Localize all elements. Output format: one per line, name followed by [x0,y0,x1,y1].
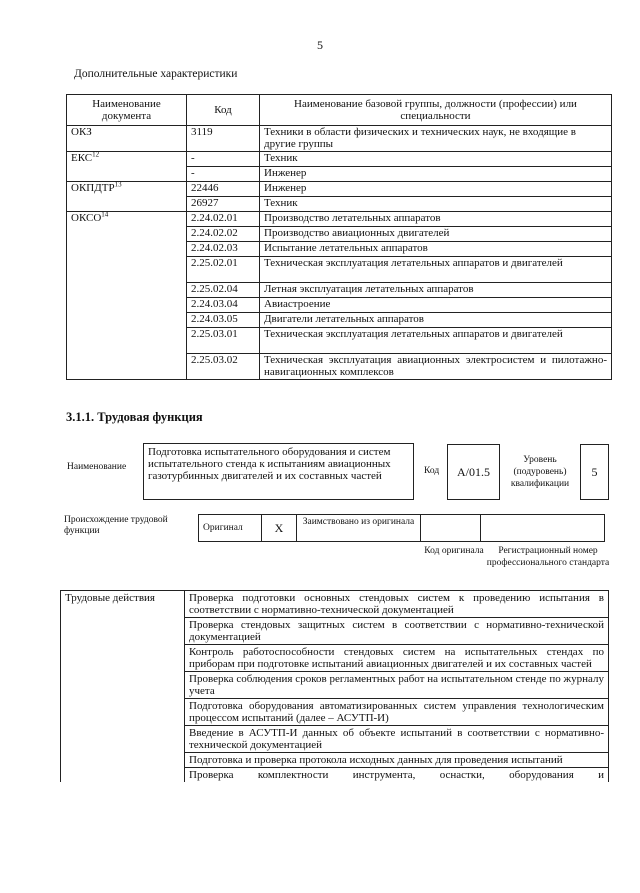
origin-row [199,515,605,542]
labor-action-item: Подготовка и проверка протокола исходных данных для проведения испытаний [185,753,609,768]
code-cell: 22446 [187,182,260,197]
labor-action-item: Проверка соблюдения сроков регламентных работ на испытательном стенде по журналу учета [185,672,609,699]
group-cell: Двигатели летательных аппаратов [260,313,612,328]
table-row [67,212,612,227]
section-title: 3.1.1. Трудовая функция [66,410,203,424]
labor-action-item: Проверка стендовых защитных систем в соответствии с нормативно-технической документацией [185,618,609,645]
code-original-cell [421,515,481,542]
code-cell: - [187,167,260,182]
group-cell: Производство летательных аппаратов [260,212,612,227]
group-cell: Техник [260,197,612,212]
original-mark: X [262,515,297,542]
origin-label: Происхождение трудовой функции [64,515,168,536]
code-cell: 2.25.02.01 [187,257,260,283]
qualification-level-label: Уровень (подуровень) квалификации [510,455,570,489]
group-cell: Авиастроение [260,298,612,313]
group-cell: Техник [260,152,612,167]
reg-number-cell [481,515,605,542]
group-cell: Инженер [260,182,612,197]
code-cell: 2.25.02.04 [187,283,260,298]
code-cell: 2.24.02.02 [187,227,260,242]
labor-action-item: Проверка подготовки основных стендовых систем к проведению испытания в соответствии с нормативно-технической документацией [185,591,609,618]
labor-actions-table [60,590,609,782]
doc-okz: ОКЗ [67,126,187,152]
labor-action-item: Проверка комплектности инструмента, оснастки, оборудования и [185,768,609,783]
labor-action-item: Контроль работоспособности стендовых систем на испытательных стендах по приборам при подготовке испытаний авиационных двигателей и их составных частей [185,645,609,672]
table-row [67,182,612,197]
header-group-name: Наименование базовой группы, должности (профессии) или специальности [260,95,612,126]
code-cell: 2.25.03.01 [187,328,260,354]
doc-okpdtr: ОКПДТР$^{13}$ [67,182,187,212]
header-document-name: Наименование документа [67,95,187,126]
group-cell: Летная эксплуатация летательных аппаратов [260,283,612,298]
function-name-label: Наименование [67,462,127,472]
doc-okso: ОКСО$^{14}$ [67,212,187,380]
group-cell: Техническая эксплуатация летательных аппаратов и двигателей [260,257,612,283]
group-cell: Техническая эксплуатация авиационных электросистем и пилотажно-навигационных комплексов [260,354,612,380]
code-cell: 26927 [187,197,260,212]
original-label: Оригинал [199,515,262,542]
group-cell: Техники в области физических и технических наук, не входящие в другие группы [260,126,612,152]
page-number: 5 [317,38,323,52]
code-cell: 2.25.03.02 [187,354,260,380]
group-cell: Техническая эксплуатация летательных аппаратов и двигателей [260,328,612,354]
additional-characteristics-title: Дополнительные характеристики [74,68,238,80]
table-row [67,126,612,152]
header-code: Код [187,95,260,126]
labor-action-item: Подготовка оборудования автоматизированных систем управления технологическим процессом испытаний (далее – АСУТП-И) [185,699,609,726]
code-cell: 3119 [187,126,260,152]
code-cell: 2.24.02.03 [187,242,260,257]
group-cell: Инженер [260,167,612,182]
code-cell: 2.24.03.05 [187,313,260,328]
code-cell: 2.24.03.04 [187,298,260,313]
doc-eks: ЕКС$^{12}$ [67,152,187,182]
reg-number-caption: Регистрационный номер профессионального стандарта [486,546,610,568]
function-code-value: A/01.5 [447,444,500,500]
origin-table [198,514,605,542]
code-original-caption: Код оригинала [424,546,484,556]
labor-actions-label: Трудовые действия [61,591,185,783]
labor-action-item: Введение в АСУТП-И данных об объекте испытаний в соответствии с нормативно-технической документацией [185,726,609,753]
classification-table [66,94,612,380]
table-row [61,591,609,618]
borrowed-label: Заимствовано из оригинала [297,515,421,542]
qualification-level-value: 5 [580,444,609,500]
code-cell: - [187,152,260,167]
table-header-row [67,95,612,126]
table-row [67,152,612,167]
code-cell: 2.24.02.01 [187,212,260,227]
function-name-value: Подготовка испытательного оборудования и систем испытательного стенда к испытаниям авиационных газотурбинных двигателей и их составных частей [143,443,414,500]
group-cell: Испытание летательных аппаратов [260,242,612,257]
group-cell: Производство авиационных двигателей [260,227,612,242]
function-code-label: Код [424,466,440,476]
